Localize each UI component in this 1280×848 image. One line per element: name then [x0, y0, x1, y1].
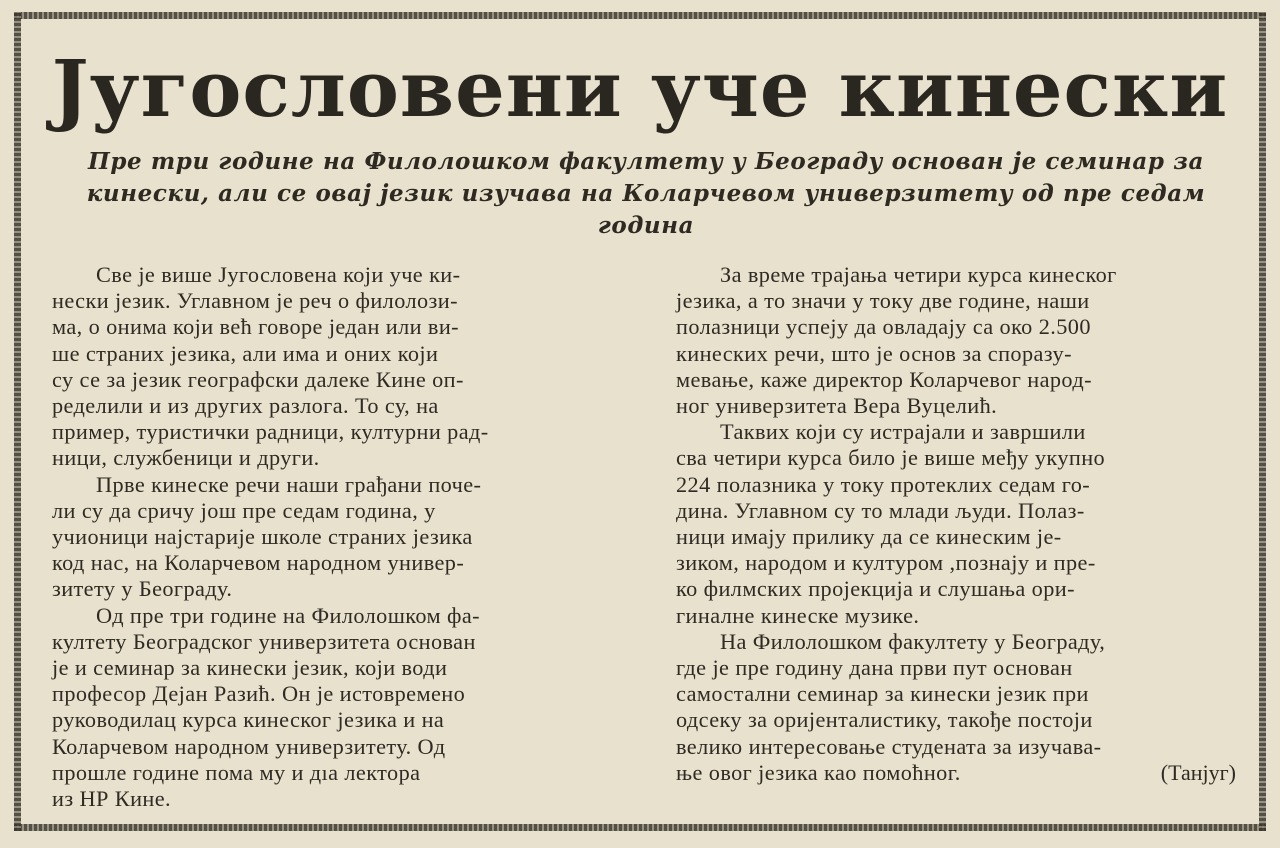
text-line: је и семинар за кинески језик, који води	[52, 655, 448, 681]
text-line: ници имају прилику да се кинеским је-	[676, 524, 1062, 550]
text-line: где је пре годину дана први пут основан	[676, 655, 1073, 681]
text-line: руководилац курса кинеског језика и на	[52, 707, 445, 733]
text-line: ње овог језика као помоћног.	[676, 759, 961, 785]
right-column	[676, 262, 1236, 786]
dotted-border-right	[1259, 12, 1266, 831]
text-line: велико интересовање студената за изучава-	[676, 733, 1102, 759]
dotted-border-top	[14, 12, 1266, 19]
text-line: дина. Углавном су то млади људи. Полаз-	[676, 497, 1085, 523]
text-line: Од пре три године на Филолошком фа-	[96, 602, 480, 628]
text-line: сва четири курса било је више међу укупно	[676, 445, 1106, 471]
text-line: језика, а то значи у току две године, наши	[676, 288, 1090, 314]
text-line: Коларчевом народном универзитету. Од	[52, 733, 446, 759]
text-line: Прве кинеске речи наши грађани поче-	[96, 471, 482, 497]
text-line: гиналне кинеске музике.	[676, 602, 920, 628]
text-line: Таквих који су истрајали и завршили	[720, 419, 1086, 445]
text-line: ределили и из других разлога. То су, на	[52, 393, 439, 419]
text-line: из НР Кине.	[52, 786, 171, 812]
text-line: За време трајања четири курса кинеског	[720, 262, 1117, 287]
text-line: ко филмских пројекција и слушања ори-	[676, 576, 1075, 602]
dotted-border-left	[14, 12, 21, 831]
text-line: одсеку за оријенталистику, такође постоји	[676, 707, 1093, 733]
text-line: зиком, народом и културом ,познају и пре-	[676, 550, 1096, 576]
text-line: самостални семинар за кинески језик при	[676, 681, 1089, 707]
article-subheadline: Пре три године на Филолошком факултету у Београду основан је семинар за кинески, али се овај језик изучава на Коларчевом универзитету од пре седам година	[86, 148, 1206, 239]
text-line: прошле године пома му и дıа лектора	[52, 759, 421, 785]
text-line: култету Београдског универзитета основан	[52, 628, 476, 654]
text-line: код нас, на Коларчевом народном универ-	[52, 550, 465, 576]
text-line: ног универзитета Вера Вуцелић.	[676, 393, 998, 419]
text-line: кинеских речи, што је основ за споразу-	[676, 340, 1072, 366]
text-line: 224 полазника у току протеклих седам го-	[676, 471, 1091, 497]
text-line: ше страних језика, али има и оних који	[52, 340, 439, 366]
dotted-border-bottom	[14, 824, 1266, 831]
text-line: пример, туристички радници, културни рад-	[52, 419, 489, 445]
text-line: ници, службеници и други.	[52, 445, 320, 471]
text-line: ли су да сричу још пре седам година, у	[52, 497, 436, 523]
text-line: мевање, каже директор Коларчевог народ-	[676, 366, 1092, 392]
text-line: су се за језик географски далеке Кине оп-	[52, 366, 464, 392]
text-line: ма, о онима који већ говоре један или ви-	[52, 314, 460, 340]
agency-credit: (Танјуг)	[1160, 760, 1236, 785]
text-line: Све је више Југословена који уче ки-	[96, 262, 461, 287]
text-line: зитету у Београду.	[52, 576, 233, 602]
text-line: полазници успеју да овладају са око 2.500	[676, 314, 1091, 340]
text-line: На Филолошком факултету у Београду,	[720, 628, 1106, 654]
text-line: учионици најстарије школе страних језика	[52, 524, 473, 550]
article-headline: Југословени уче кинески	[51, 44, 1229, 135]
text-line: професор Дејан Разић. Он је истовремено	[52, 681, 466, 707]
text-line: нески језик. Углавном је реч о филолози-	[52, 288, 458, 314]
left-column	[52, 262, 620, 812]
